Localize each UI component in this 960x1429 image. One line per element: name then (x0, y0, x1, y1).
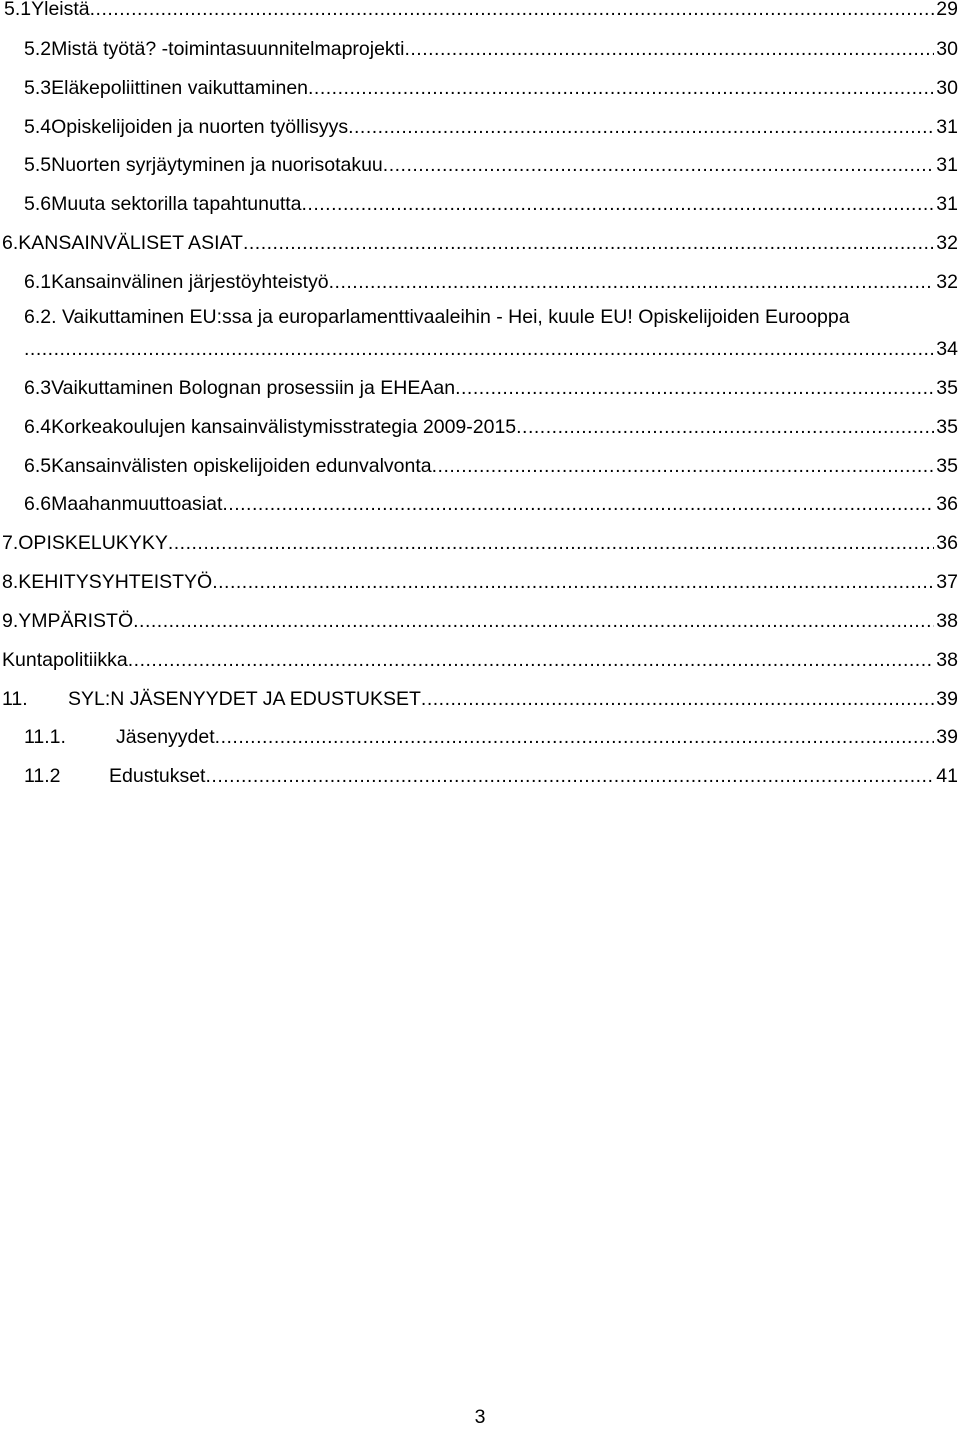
toc-entry-number: 6.6 (24, 493, 52, 515)
toc-entry-title: Maahanmuuttoasiat (51, 493, 223, 515)
toc-entry-page: 32 (936, 271, 958, 293)
toc-entry-number: 6.5 (24, 455, 52, 477)
toc-dot-leader (432, 455, 935, 477)
toc-entry-title: Edustukset (109, 765, 206, 787)
toc-entry-number: 6.4 (24, 416, 52, 438)
toc-entry-title: Kansainvälisten opiskelijoiden edunvalvonta (51, 455, 432, 477)
toc-entry-number: 5.2 (24, 38, 52, 60)
toc-dot-leader (404, 38, 934, 60)
toc-entry-8[interactable] (0, 567, 958, 593)
toc-entry-page: 35 (936, 416, 958, 438)
toc-entry-5-5[interactable] (0, 150, 958, 176)
toc-entry-number: 5.1 (4, 0, 32, 20)
toc-entry-6-1[interactable] (0, 267, 958, 293)
toc-entry-6-6[interactable] (0, 489, 958, 515)
toc-entry-title: YMPÄRISTÖ (18, 610, 134, 632)
toc-entry-page: 32 (936, 232, 958, 254)
toc-dot-leader (215, 726, 935, 748)
toc-entry-6-2-leader-line[interactable] (0, 334, 958, 360)
toc-entry-page: 31 (936, 193, 958, 215)
toc-entry-number: 5.3 (24, 77, 52, 99)
toc-entry-number: 11.1. (24, 726, 66, 748)
toc-entry-page: 39 (936, 726, 958, 748)
toc-entry-5-2[interactable] (0, 34, 958, 60)
toc-entry-page: 34 (936, 338, 958, 360)
toc-entry-page: 30 (936, 38, 958, 60)
toc-entry-11-1[interactable] (0, 722, 958, 748)
toc-dot-leader (329, 271, 935, 293)
toc-dot-leader (128, 649, 935, 671)
toc-entry-page: 36 (936, 493, 958, 515)
toc-dot-leader (348, 116, 934, 138)
toc-entry-number: 9. (2, 610, 19, 632)
toc-dot-leader (168, 532, 934, 554)
toc-entry-title: Jäsenyydet (116, 726, 215, 748)
toc-dot-leader (243, 232, 934, 254)
toc-entry-kuntapolitiikka[interactable] (0, 645, 958, 671)
toc-entry-title: SYL:N JÄSENYYDET JA EDUSTUKSET (68, 688, 421, 710)
toc-entry-page: 39 (936, 688, 958, 710)
toc-entry-page: 35 (936, 377, 958, 399)
toc-entry-title: Nuorten syrjäytyminen ja nuorisotakuu (51, 154, 383, 176)
toc-dot-leader (516, 416, 934, 438)
toc-entry-6-2-first-line[interactable] (0, 306, 958, 332)
toc-entry-number: 6.1 (24, 271, 52, 293)
toc-entry-5-3[interactable] (0, 73, 958, 99)
toc-entry-number: 11.2 (24, 765, 61, 787)
toc-entry-11[interactable] (0, 684, 958, 710)
toc-entry-number: 5.6 (24, 193, 52, 215)
toc-entry-title: Vaikuttaminen EU:ssa ja europarlamenttivaaleihin - Hei, kuule EU! Opiskelijoiden Eurooppa (61, 306, 850, 328)
toc-entry-number: 5.5 (24, 154, 52, 176)
toc-entry-title: Yleistä (31, 0, 90, 20)
toc-entry-title: KEHITYSYHTEISTYÖ (18, 571, 213, 593)
toc-entry-title: Mistä työtä? -toimintasuunnitelmaprojekti (51, 38, 405, 60)
toc-entry-page: 38 (936, 649, 958, 671)
toc-entry-title: Kuntapolitiikka (2, 649, 128, 671)
toc-entry-number: 11. (2, 688, 28, 710)
toc-entry-5-6[interactable] (0, 189, 958, 215)
toc-entry-title: Eläkepoliittinen vaikuttaminen (51, 77, 309, 99)
toc-dot-leader (421, 688, 934, 710)
toc-entry-page: 38 (936, 610, 958, 632)
toc-dot-leader (308, 77, 934, 99)
toc-entry-6-3[interactable] (0, 373, 958, 399)
toc-entry-title: Opiskelijoiden ja nuorten työllisyys (51, 116, 349, 138)
page-number: 3 (474, 1406, 486, 1428)
toc-dot-leader (90, 0, 935, 20)
toc-entry-number: 8. (2, 571, 19, 593)
toc-entry-page: 35 (936, 455, 958, 477)
toc-entry-number: 6.3 (24, 377, 52, 399)
toc-entry-number: 7. (2, 532, 19, 554)
toc-entry-5-4[interactable] (0, 112, 958, 138)
toc-entry-5-1[interactable] (0, 0, 958, 20)
toc-entry-page: 31 (936, 154, 958, 176)
toc-entry-number: 5.4 (24, 116, 52, 138)
toc-entry-page: 41 (936, 765, 958, 787)
toc-entry-title: OPISKELUKYKY (18, 532, 168, 554)
toc-entry-title: Kansainvälinen järjestöyhteistyö (51, 271, 329, 293)
toc-entry-6-5[interactable] (0, 451, 958, 477)
toc-entry-6-4[interactable] (0, 412, 958, 438)
toc-entry-7[interactable] (0, 528, 958, 554)
toc-entry-11-2[interactable] (0, 761, 958, 787)
toc-dot-leader (222, 493, 934, 515)
toc-dot-leader (133, 610, 934, 632)
toc-entry-page: 29 (936, 0, 958, 20)
toc-entry-title: Muuta sektorilla tapahtunutta (51, 193, 302, 215)
toc-entry-title: Vaikuttaminen Bolognan prosessiin ja EHEAan (51, 377, 456, 399)
toc-entry-page: 37 (936, 571, 958, 593)
toc-dot-leader (24, 338, 934, 360)
toc-entry-6[interactable] (0, 228, 958, 254)
toc-dot-leader (302, 193, 935, 215)
toc-dot-leader (455, 377, 934, 399)
toc-dot-leader (205, 765, 934, 787)
toc-entry-page: 31 (936, 116, 958, 138)
toc-dot-leader (212, 571, 934, 593)
toc-dot-leader (383, 154, 935, 176)
toc-entry-page: 36 (936, 532, 958, 554)
toc-entry-title: Korkeakoulujen kansainvälistymisstrategia 2009-2015 (51, 416, 517, 438)
toc-entry-number: 6.2. (24, 306, 57, 328)
toc-entry-9[interactable] (0, 606, 958, 632)
toc-entry-number: 6. (2, 232, 19, 254)
toc-entry-title: KANSAINVÄLISET ASIAT (18, 232, 243, 254)
toc-entry-page: 30 (936, 77, 958, 99)
